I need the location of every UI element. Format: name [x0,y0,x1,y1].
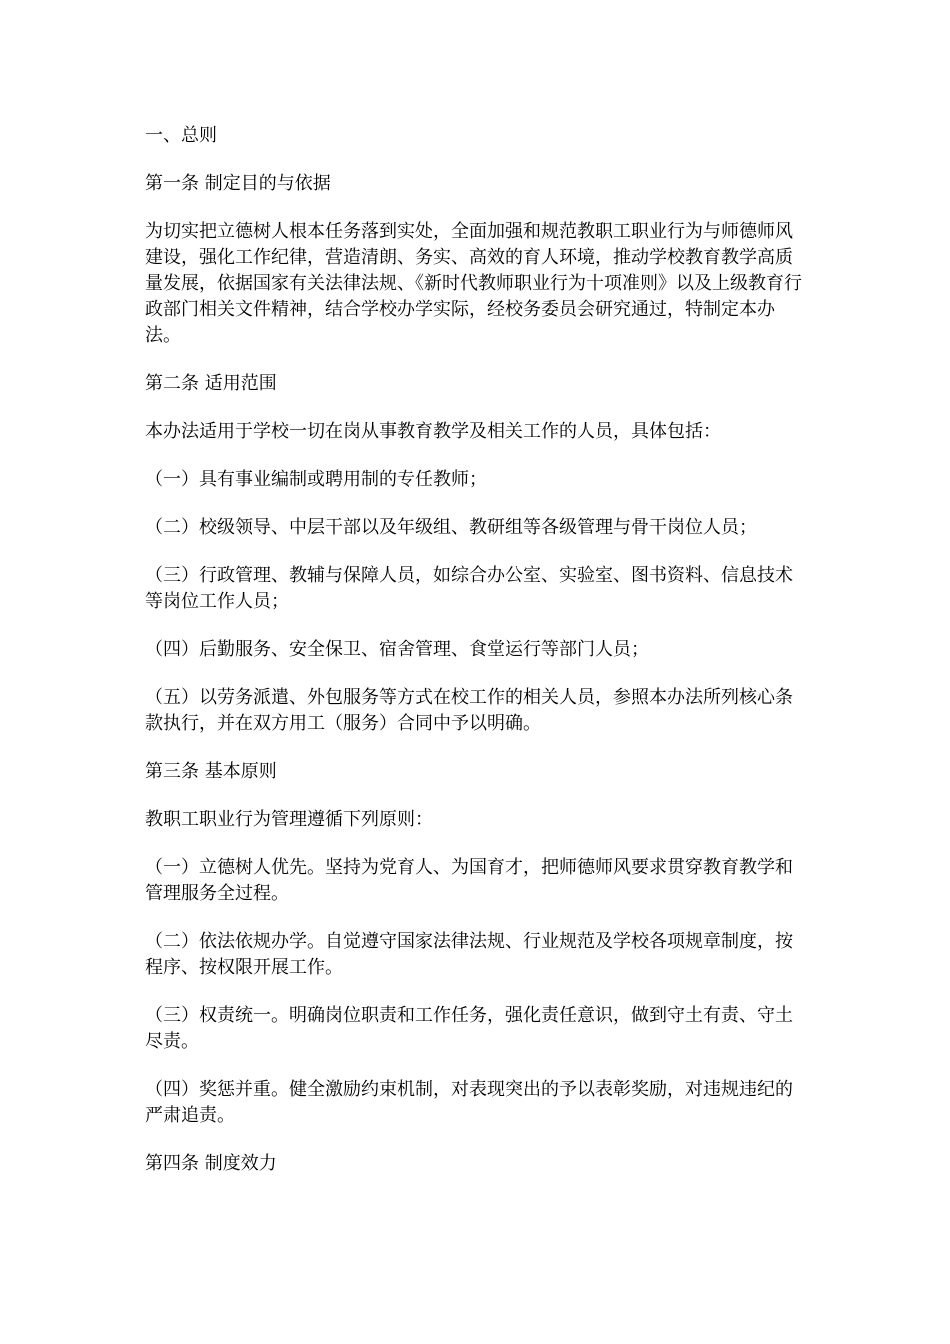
article-2-item: （二）校级领导、中层干部以及年级组、教研组等各级管理与骨干岗位人员； [145,517,757,538]
article-2-heading: 第二条 适用范围 [145,373,277,394]
article-2-item: （一）具有事业编制或聘用制的专任教师； [145,469,487,490]
article-4-heading: 第四条 制度效力 [145,1153,277,1174]
article-2-intro: 本办法适用于学校一切在岗从事教育教学及相关工作的人员，具体包括： [145,421,721,442]
article-2-item: （三）行政管理、教辅与保障人员，如综合办公室、实验室、图书资料、信息技术等岗位工作人员； [145,565,793,612]
article-1-heading: 第一条 制定目的与依据 [145,173,331,194]
article-3-item: （三）权责统一。明确岗位职责和工作任务，强化责任意识，做到守土有责、守土尽责。 [145,1005,793,1052]
article-3-item: （一）立德树人优先。坚持为党育人、为国育才，把师德师风要求贯穿教育教学和管理服务全过程。 [145,857,793,904]
section-title: 一、总则 [145,125,217,146]
article-3-heading: 第三条 基本原则 [145,761,277,782]
article-2-item: （四）后勤服务、安全保卫、宿舍管理、食堂运行等部门人员； [145,639,649,660]
article-3-intro: 教职工职业行为管理遵循下列原则： [145,809,433,830]
article-3-item: （四）奖惩并重。健全激励约束机制，对表现突出的予以表彰奖励，对违规违纪的严肃追责。 [145,1079,793,1126]
article-3-item: （二）依法依规办学。自觉遵守国家法律法规、行业规范及学校各项规章制度，按程序、按权限开展工作。 [145,931,793,978]
article-2-item: （五）以劳务派遣、外包服务等方式在校工作的相关人员，参照本办法所列核心条款执行，并在双方用工（服务）合同中予以明确。 [145,687,793,734]
article-1-body: 为切实把立德树人根本任务落到实处，全面加强和规范教职工职业行为与师德师风建设，强化工作纪律，营造清朗、务实、高效的育人环境，推动学校教育教学高质量发展，依据国家有关法律法规、《新时代教师职业行为十项准则》以及上级教育行政部门相关文件精神，结合学校办学实际，经校务委员会研究通过，特制定本办法。 [145,221,802,346]
document-page [145,123,805,1199]
